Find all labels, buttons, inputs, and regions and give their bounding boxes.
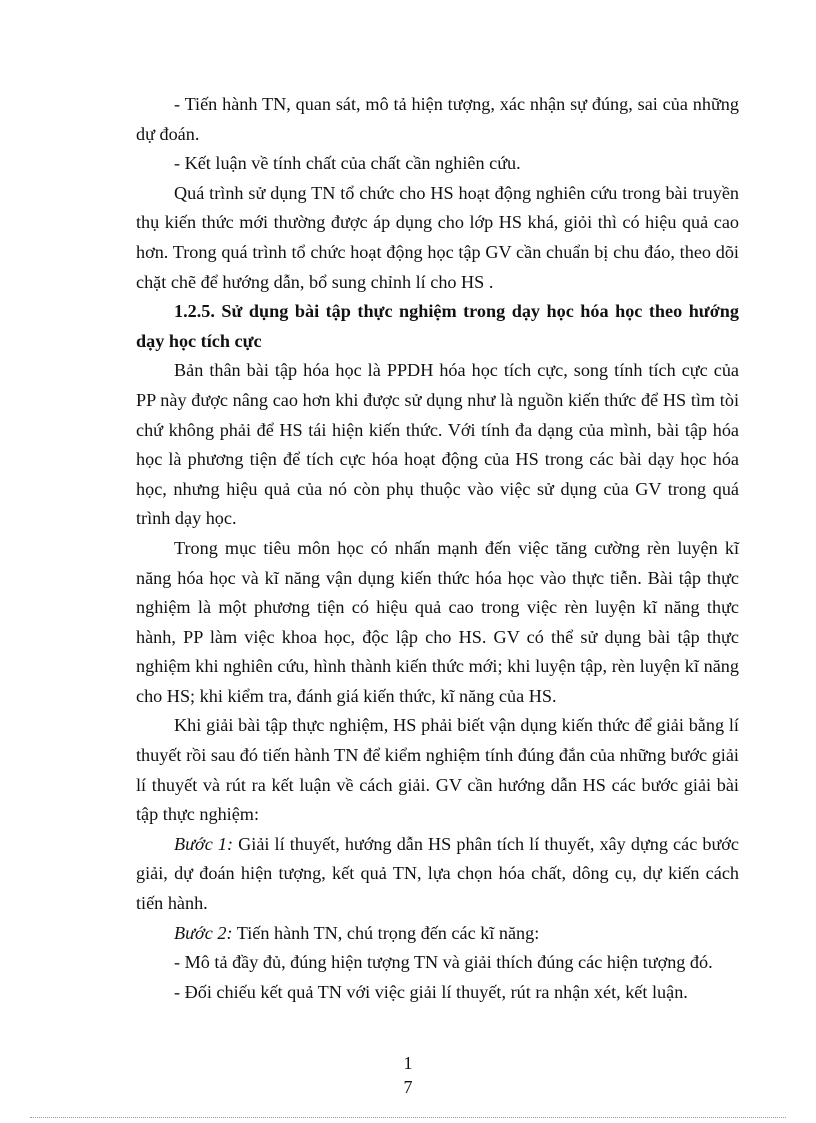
paragraph-5: Trong mục tiêu môn học có nhấn mạnh đến việc tăng cường rèn luyện kĩ năng hóa học và kĩ năng vận dụng kiến thức hóa học vào thực tiễn. Bài tập thực nghiệm là một phương tiện có hiệu quả cao trong việc rèn luyện kĩ năng thực hành, PP làm việc khoa học, độc lập cho HS. GV có thể sử dụng bài tập thực nghiệm khi nghiên cứu, hình thành kiến thức mới; khi luyện tập, rèn luyện kĩ năng cho HS; khi kiểm tra, đánh giá kiến thức, kĩ năng của HS.: [136, 537, 739, 706]
paragraph-3: Quá trình sử dụng TN tổ chức cho HS hoạt động nghiên cứu trong bài truyền thụ kiến thức mới thường được áp dụng cho lớp HS khá, giỏi thì có hiệu quả cao hơn. Trong quá trình tổ chức hoạt động học tập GV cần chuẩn bị chu đáo, theo dõi chặt chẽ để hướng dẫn, bổ sung chỉnh lí cho HS .: [136, 182, 739, 292]
paragraph-7: - Mô tả đầy đủ, đúng hiện tượng TN và giải thích đúng các hiện tượng đó.: [174, 952, 713, 973]
page-number-line-1: 1: [403, 1053, 413, 1073]
paragraph-6: Khi giải bài tập thực nghiệm, HS phải biết vận dụng kiến thức để giải bằng lí thuyết rồi sau đó tiến hành TN để kiểm nghiệm tính đúng đắn của những bước giải lí thuyết và rút ra kết luận về cách giải. GV cần hướng dẫn HS các bước giải bài tập thực nghiệm:: [136, 715, 739, 825]
step-1-text: Giải lí thuyết, hướng dẫn HS phân tích lí thuyết, xây dựng các bước giải, dự đoán hiện tượng, kết quả TN, lựa chọn hóa chất, dông cụ, dự kiến cách tiến hành.: [136, 833, 739, 914]
page-bottom-divider: [30, 1117, 786, 1118]
document-page: [136, 90, 739, 1007]
paragraph-8: - Đối chiếu kết quả TN với việc giải lí thuyết, rút ra nhận xét, kết luận.: [174, 981, 688, 1002]
step-2-label: Bước 2:: [174, 922, 233, 943]
step-2-paragraph: [136, 919, 739, 949]
page-number-line-2: 7: [403, 1077, 413, 1097]
paragraph-4: Bản thân bài tập hóa học là PPDH hóa học tích cực, song tính tích cực của PP này được nâng cao hơn khi được sử dụng như là nguồn kiến thức để HS tìm tòi chứ không phải để HS tái hiện kiến thức. Với tính đa dạng của mình, bài tập hóa học là phương tiện để tích cực hóa hoạt động của HS trong các bài dạy học hóa học, nhưng hiệu quả của nó còn phụ thuộc vào việc sử dụng của GV trong quá trình dạy học.: [136, 360, 739, 529]
step-1-paragraph: [136, 830, 739, 919]
step-1-label: Bước 1:: [174, 833, 234, 854]
step-2-text: Tiến hành TN, chú trọng đến các kĩ năng:: [232, 922, 540, 943]
paragraph-1: - Tiến hành TN, quan sát, mô tả hiện tượng, xác nhận sự đúng, sai của những dự đoán.: [136, 94, 739, 144]
section-heading: 1.2.5. Sử dụng bài tập thực nghiệm trong dạy học hóa học theo hướng dạy học tích cực: [136, 301, 739, 351]
paragraph-2: - Kết luận về tính chất của chất cần nghiên cứu.: [174, 153, 521, 174]
